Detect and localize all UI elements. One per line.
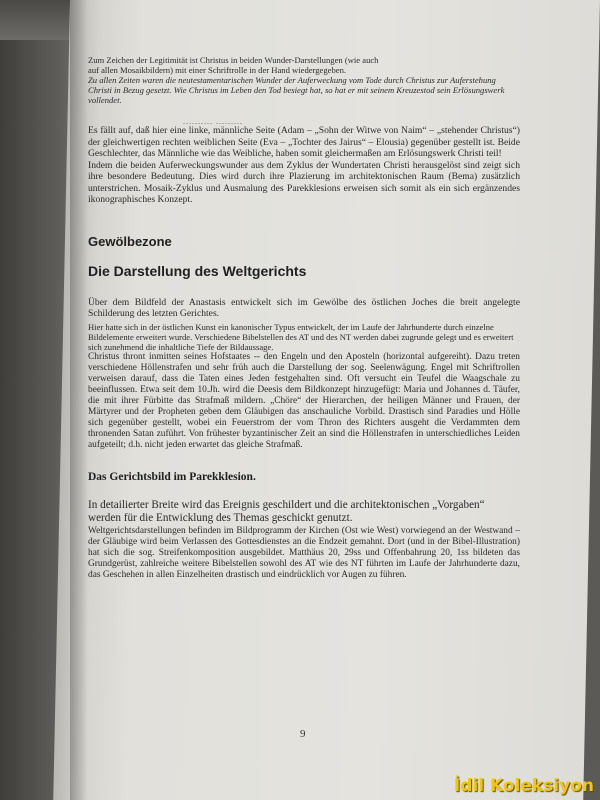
paragraph-1-line-1: Zum Zeichen der Legitimität ist Christus in beiden Wunder-Darstellungen (wie auch	[88, 55, 379, 65]
page-gutter-shadow	[70, 0, 88, 800]
section-2-body: Christus thront inmitten seines Hofstaates -- den Engeln und den Aposteln (horizontal aufgereiht). Dazu treten verschiedene Höllenstrafen und sehr früh auch die Darstellung der sog. Seelenwägung. Engel mit Schriftrollen verweisen darauf, dass die Taten eines Jeden festgehalten sind. Oft versucht ein Teufel die Waagschale zu beeinflussen. Etwa seit dem 10.Jh. wird die Deesis dem Bildkonzept hinzugefügt: Maria und Johannes d. Täufer, die mit ihrer Fürbitte das Strafmaß mildern. „Chöre“ der Hierarchen, der heiligen Männer und Frauen, der Märtyrer und der Propheten geben dem Gläubigen das anschauliche Vorbild. Drastisch sind Paradies und Hölle sich gegenüber gestellt, wobei ein Feuerstrom der vom Thron des Richters ausgeht die Verdammten dem thronenden Satan zuführt. Von frühester byzantinischer Zeit an sind die Höllenstrafen in unterschiedliches Leiden aufgeteilt; d.h. nicht jeden erwartet das gleiche Strafmaß.	[88, 351, 520, 450]
heading-weltgericht: Die Darstellung des Weltgerichts	[88, 262, 307, 279]
watermark-text: İdil Koleksiyon	[453, 776, 594, 796]
paragraph-1-line-2: auf allen Mosaikbildern) mit einer Schriftrolle in der Hand wiedergegeben.	[88, 65, 347, 75]
section-3-body: Weltgerichtsdarstellungen befinden im Bildprogramm der Kirchen (Ost wie West) vorwiegend an der Westwand – der Gläubige wird beim Verlassen des Gottesdienstes an die Endzeit gemahnt. Dort (und in der Bibel-Illustration) hat sich die sog. Streifenkomposition ausgebildet. Matthäus 20, 29ss und Offenbahrung 20, 1ss bildeten das Grundgerüst, zahlreiche weitere Bibelstellen sowohl des AT wie des NT führten im Laufe der Jahrhunderte dazu, das Geschehen in allen Einzelheiten drastisch und eindrücklich vor Augen zu führen.	[88, 525, 520, 580]
dotted-marks: .......... .........	[183, 117, 243, 126]
paragraph-3: Indem die beiden Auferweckungswunder aus dem Zyklus der Wundertaten Christi herausgelöst sind zeigt sich ihre besondere Bedeutung. Dies wird durch ihre Plazierung im architektonischen Raum (Bema) zusätzlich unterstrichen. Mosaik-Zyklus und Ausmalung des Parekklesions erweisen sich somit als ein sich ergänzendes ikonographisches Konzept.	[88, 159, 520, 205]
section-2-small: Hier hatte sich in der östlichen Kunst ein kanonischer Typus entwickelt, der im Laufe der Jahrhunderte durch einzelne Bildelemente erweitert wurde. Verschiedene Bibelstellen des AT und des NT werden dabei zugrunde gelegt und es erweitert sich zunehmend die inhaltliche Tiefe der Bildaussage.	[88, 321, 514, 352]
section-3-lead: In detailierter Breite wird das Ereignis geschildert und die architektonischen „Vorgaben“ werden für die Entwicklung des Themas geschickt genutzt.	[88, 498, 485, 524]
paragraph-1-italic: Zu allen Zeiten waren die neutestamentarischen Wunder der Auferweckung vom Tode durch Christus zur Auferstehung Christi in Bezug gesetzt. Wie Christus im Leben den Tod besiegt hat, so hat er mit seinem Kreuzestod sein Erlösungswerk vollendet.	[88, 75, 505, 105]
paragraph-2: Es fällt auf, daß hier eine linke, männliche Seite (Adam – „Sohn der Witwe von Naim“ – „stehender Christus“) der gleichwertigen rechten weiblichen Seite (Eva – „Tochter des Jairus“ – Elousia) gegenüber gestellt ist. Beide Geschlechter, das Männliche wie das Weibliche, haben somit gleichermaßen am Erlösungswerk Christi teil!	[88, 125, 520, 159]
page-content	[88, 55, 520, 581]
heading-gerichtsbild: Das Gerichtsbild im Parekklesion.	[88, 470, 256, 483]
section-2-intro: Über dem Bildfeld der Anastasis entwickelt sich im Gewölbe des östlichen Joches die breit angelegte Schilderung des letzten Gerichtes.	[88, 296, 520, 319]
page-number: 9	[300, 728, 306, 740]
heading-gewoelbezone: Gewölbezone	[88, 233, 172, 249]
